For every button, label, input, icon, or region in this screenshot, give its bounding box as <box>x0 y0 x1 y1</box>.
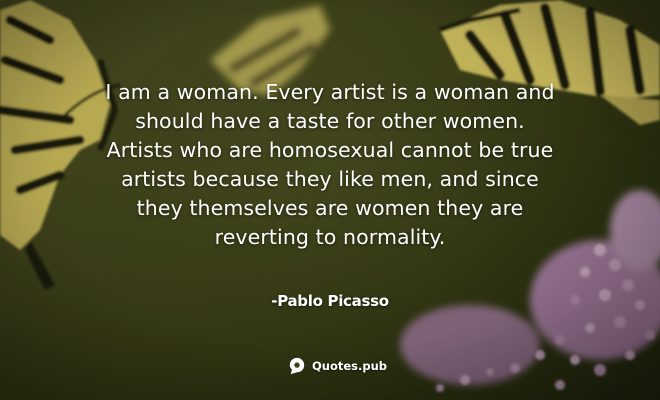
brand-watermark[interactable] <box>288 356 387 376</box>
quote-text: I am a woman. Every artist is a woman and should have a taste for other women. Artists who are homosexual cannot be true artists because they like men, and since they themselves are women they are reverting to normality. <box>105 80 555 249</box>
brand-name: Quotes.pub <box>312 359 388 373</box>
quote-author: -Pablo Picasso <box>271 292 389 310</box>
quotes-pub-logo-icon <box>288 357 306 375</box>
